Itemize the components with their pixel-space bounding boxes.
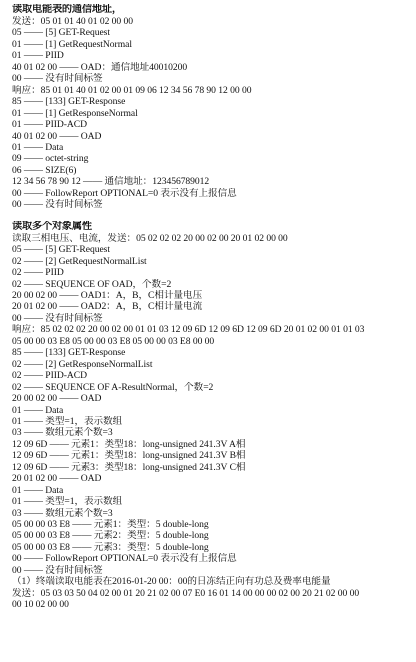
text-line: 03 —— 数组元素个数=3 — [12, 427, 113, 439]
section-read-multiple — [12, 221, 410, 611]
text-line: 00 —— FollowReport OPTIONAL=0 表示没有上报信息 — [12, 187, 237, 199]
text-line: 12 34 56 78 90 12 —— 通信地址：123456789012 — [12, 176, 210, 188]
section-gap — [12, 211, 410, 221]
text-line: 20 01 02 00 —— OAD2：A，B，C相计量电流 — [12, 301, 203, 313]
text-line: 40 01 02 00 —— OAD — [12, 130, 102, 142]
text-line: 01 —— 类型=1，表示数组 — [12, 415, 123, 427]
text-line: 00 —— 没有时间标签 — [12, 73, 103, 85]
text-line: 12 09 6D —— 元素3：类型18：long-unsigned 241.3V C相 — [12, 461, 246, 473]
text-line: 85 —— [133] GET-Response — [12, 96, 126, 108]
text-line: 20 00 02 00 —— OAD1：A，B，C相计量电压 — [12, 289, 203, 301]
text-line: 02 —— [2] GetRequestNormalList — [12, 255, 147, 267]
text-line: 01 —— [1] GetRequestNormal — [12, 38, 132, 50]
text-line: 01 —— Data — [12, 141, 64, 153]
text-line: （1）终端读取电能表在2016-01-20 00：00的日冻结正向有功总及费率电能量 — [12, 576, 331, 588]
text-line: 40 01 02 00 —— OAD：通信地址40010200 — [12, 61, 188, 73]
text-line: 12 09 6D —— 元素1：类型18：long-unsigned 241.3V A相 — [12, 438, 246, 450]
text-line: 01 —— Data — [12, 404, 64, 416]
text-line: 00 10 02 00 00 — [12, 599, 69, 611]
text-line: 发送：05 01 01 40 01 02 00 00 — [12, 16, 134, 27]
text-line: 02 —— [2] GetResponseNormalList — [12, 358, 153, 370]
text-line: 00 —— 没有时间标签 — [12, 199, 103, 211]
text-line: 05 —— [5] GET-Request — [12, 244, 110, 256]
text-line: 03 —— 数组元素个数=3 — [12, 507, 113, 519]
text-line: 02 —— SEQUENCE OF OAD，个数=2 — [12, 278, 172, 290]
text-line: 01 —— 类型=1，表示数组 — [12, 496, 123, 508]
section-read-address — [12, 4, 410, 211]
text-line: 20 00 02 00 —— OAD — [12, 393, 102, 405]
text-line: 01 —— [1] GetResponseNormal — [12, 107, 138, 119]
text-line: 85 —— [133] GET-Response — [12, 347, 126, 359]
text-line: 05 00 00 03 E8 —— 元素2：类型：5 double-long — [12, 530, 209, 542]
text-line: 00 —— 没有时间标签 — [12, 564, 103, 576]
text-line: 20 01 02 00 —— OAD — [12, 473, 102, 485]
text-line: 05 00 00 03 E8 —— 元素1：类型：5 double-long — [12, 519, 209, 531]
text-line: 09 —— octet-string — [12, 153, 89, 165]
text-line: 05 00 00 03 E8 —— 元素3：类型：5 double-long — [12, 541, 209, 553]
text-line: 02 —— PIID-ACD — [12, 370, 87, 382]
text-line: 02 —— PIID — [12, 267, 64, 279]
text-line: 读取三相电压、电流，发送：05 02 02 02 20 00 02 00 20 01 02 00 00 — [12, 232, 288, 244]
text-line: 02 —— SEQUENCE OF A-ResultNormal，个数=2 — [12, 381, 214, 393]
text-line: 发送：05 03 03 50 04 02 00 01 20 21 02 00 07 E0 16 01 14 00 00 00 02 00 20 21 02 00 00 — [12, 587, 360, 599]
text-line: 00 —— 没有时间标签 — [12, 312, 103, 324]
text-line: 01 —— PIID-ACD — [12, 119, 87, 131]
text-line: 01 —— Data — [12, 484, 64, 496]
text-line: 响应：85 01 01 40 01 02 00 01 09 06 12 34 56 78 90 12 00 00 — [12, 84, 252, 96]
text-line: 12 09 6D —— 元素1：类型18：long-unsigned 241.3V B相 — [12, 450, 246, 462]
section-heading: 读取多个对象属性 — [12, 220, 92, 232]
text-line: 06 —— SIZE(6) — [12, 164, 77, 176]
section-lines — [12, 16, 410, 211]
text-line: 05 —— [5] GET-Request — [12, 27, 110, 39]
text-line: 01 —— PIID — [12, 50, 64, 62]
text-line: 响应：85 02 02 02 20 00 02 00 01 01 03 12 09 6D 12 09 6D 12 09 6D 20 01 02 00 01 01 03 — [12, 324, 365, 336]
section-heading: 读取电能表的通信地址， — [12, 4, 122, 15]
text-line: 05 00 00 03 E8 05 00 00 03 E8 05 00 00 03 E8 00 00 — [12, 335, 215, 347]
text-line: 00 —— FollowReport OPTIONAL=0 表示没有上报信息 — [12, 553, 237, 565]
section-lines — [12, 233, 410, 611]
